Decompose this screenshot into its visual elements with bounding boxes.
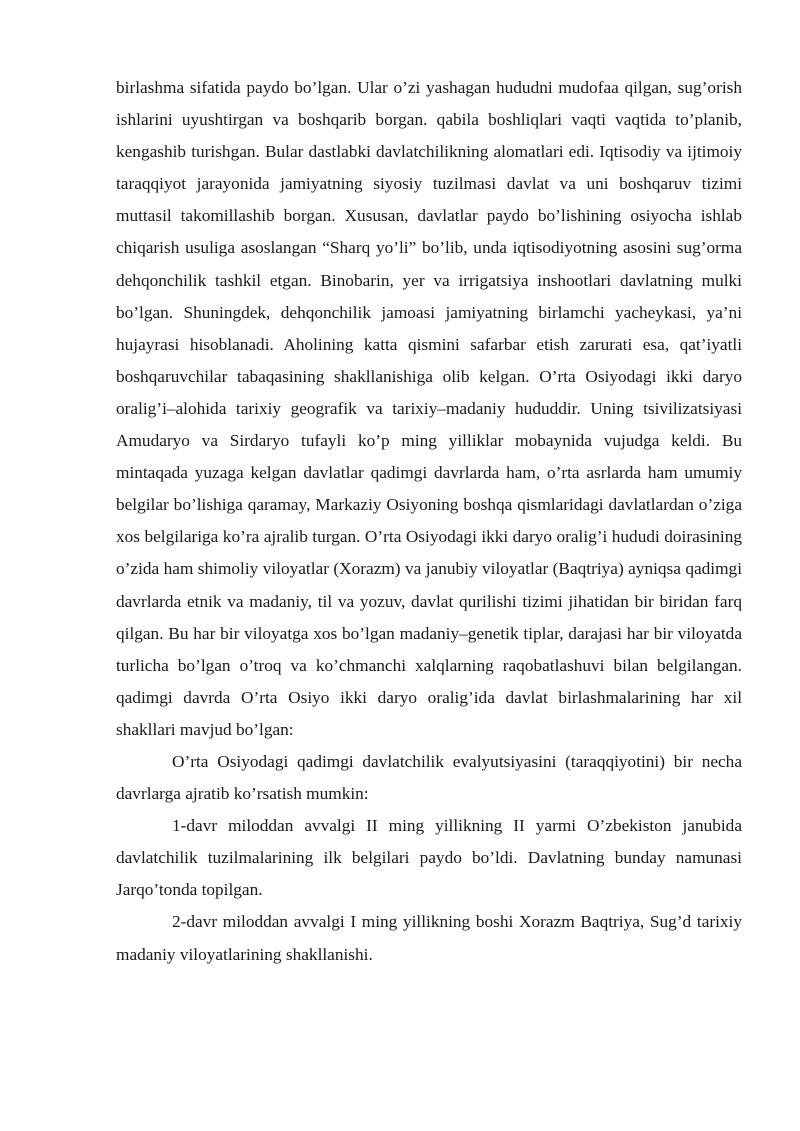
- paragraph-period-1: 1-davr miloddan avvalgi II ming yillikning II yarmi O’zbekiston janubida davlatchilik tuzilmalarining ilk belgilari paydo bo’ldi. Davlatning bunday namunasi Jarqo’tonda topilgan.: [116, 816, 742, 900]
- paragraph-evolution-periods: O’rta Osiyodagi qadimgi davlatchilik evalyutsiyasini (taraqqiyotini) bir necha davrlarga ajratib ko’rsatish mumkin:: [116, 751, 742, 804]
- paragraph-statehood-origins: birlashma sifatida paydo bo’lgan. Ular o’zi yashagan hududni mudofaa qilgan, sug’orish ishlarini uyushtirgan va boshqarib borgan. qabila boshliqlari vaqti vaqtida to’planib, kengashib turishgan. Bular dastlabki davlatchilikning alomatlari edi. Iqtisodiy va ijtimoiy taraqqiyot jarayonida jamiyatning siyosiy tuzilmasi davlat va uni boshqaruv tizimi muttasil takomillashib borgan. Xususan, davlatlar paydo bo’lishining osiyocha ishlab chiqarish usuliga asoslangan “Sharq yo’li” bo’lib, unda iqtisodiyotning asosini sug’orma dehqonchilik tashkil etgan. Binobarin, yer va irrigatsiya inshootlari davlatning mulki bo’lgan. Shuningdek, dehqonchilik jamoasi jamiyatning birlamchi yacheykasi, ya’ni hujayrasi hisoblanadi. Aholining katta qismini safarbar etish zarurati esa, qat’iyatli boshqaruvchilar tabaqasining shakllanishiga olib kelgan. O’rta Osiyodagi ikki daryo oralig’i–alohida tarixiy geografik va tarixiy–madaniy hududdir. Uning tsivilizatsiyasi Amudaryo va Sirdaryo tufayli ko’p ming yilliklar mobaynida vujudga keldi. Bu mintaqada yuzaga kelgan davlatlar qadimgi davrlarda ham, o’rta asrlarda ham umumiy belgilar bo’lishiga qaramay, Markaziy Osiyoning boshqa qismlaridagi davlatlardan o’ziga xos belgilariga ko’ra ajralib turgan. O’rta Osiyodagi ikki daryo oralig’i hududi doirasining o’zida ham shimoliy viloyatlar (Xorazm) va janubiy viloyatlar (Baqtriya) ayniqsa qadimgi davrlarda etnik va madaniy, til va yozuv, davlat qurilishi tizimi jihatidan bir biridan farq qilgan. Bu har bir viloyatga xos bo’lgan madaniy–genetik tiplar, darajasi har bir viloyatda turlicha bo’lgan o’troq va ko’chmanchi xalqlarning raqobatlashuvi bilan belgilangan. qadimgi davrda O’rta Osiyo ikki daryo oralig’ida davlat birlashmalarining har xil shakllari mavjud bo’lgan:: [116, 78, 742, 739]
- paragraph-period-2: 2-davr miloddan avvalgi I ming yillikning boshi Xorazm Baqtriya, Sug’d tarixiy madaniy viloyatlarining shakllanishi.: [116, 912, 742, 964]
- document-page: [116, 72, 742, 971]
